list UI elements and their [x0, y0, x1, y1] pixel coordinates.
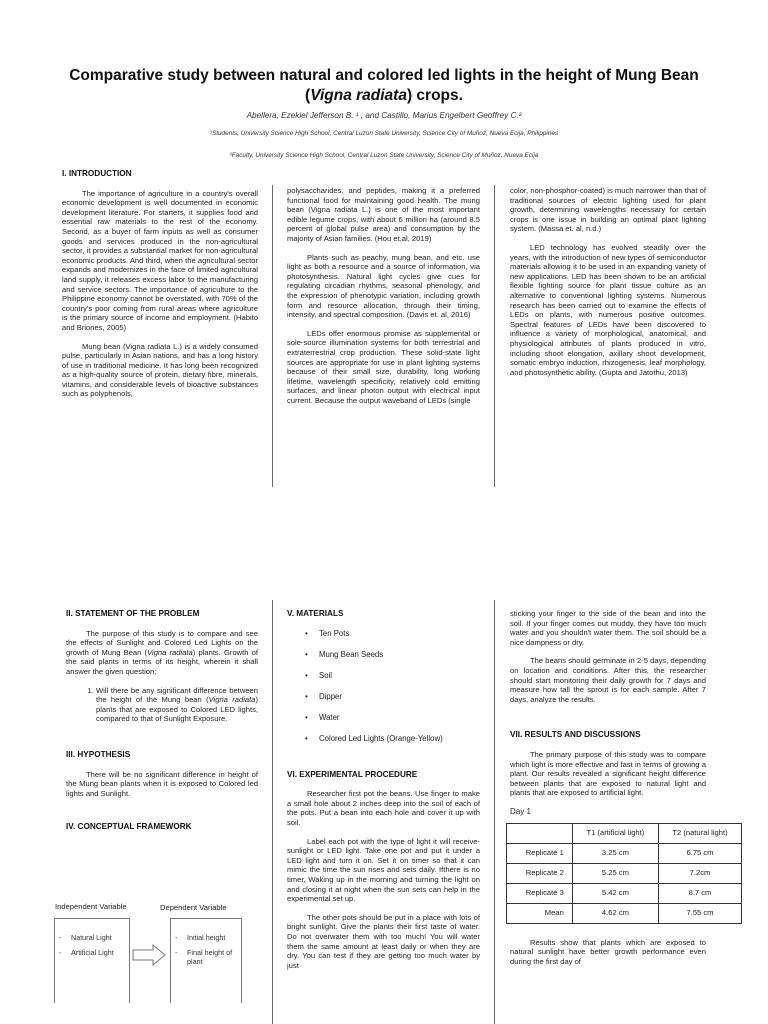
table-header-cell [507, 823, 573, 843]
table-header-row [507, 823, 742, 843]
affiliation-students: ¹Students, University Science High School, Central Luzon State University, Science City of Muñoz, Nueva Ecija, Philippines [209, 130, 559, 137]
problem-column [66, 609, 258, 842]
list-item: - Initial height [171, 933, 241, 942]
section-heading-results: VII. RESULTS AND DISCUSSIONS [510, 730, 641, 740]
table-cell: 5.42 cm [572, 883, 658, 903]
list-item: - Natural Light [55, 933, 129, 942]
arrow-right-icon [131, 944, 167, 966]
table-cell: 5.25 cm [572, 863, 658, 883]
list-item: - Final height of plant [171, 948, 241, 966]
paragraph: LED technology has evolved steadily over the years, with the introduction of new types of semiconductor materials allowing it to be used in an expanding variety of new applications. LED has been shown to be an artificial flexible lighting source for plant tissue culture as an alternative to conventional lighting systems. Numerous research has been carried out to examine the effects of LEDs on plants, with numerous positive outcomes. Spectral features of LEDs have been discovered to influence a variety of morphological, anatomical, and physiological attributes of plants produced in vitro, including shoot elongation, axillary shoot development, somatic embryo induction, rhizogenesis, leaf morphology, and photosynthetic ability. (Gupta and Jatothu, 2013) [510, 242, 706, 377]
paragraph: LEDs offer enormous promise as supplemental or sole-source illumination systems for both terrestrial and extraterrestrial crop production. These solid-state light sources are appropriate for use in plant lighting systems because of their small size, durability, long working lifetime, wavelength specificity, relatively cold emitting surfaces, and linear photon output with electrical input current. Because the output waveband of LEDs (single [287, 328, 480, 405]
table-row [507, 863, 742, 883]
list-item: • Mung Bean Seeds [305, 650, 480, 660]
question-list [66, 686, 258, 724]
list-item: • Colored Led Lights (Orange-Yellow) [305, 734, 480, 744]
independent-variable-box [54, 918, 130, 1003]
materials-list [287, 629, 480, 744]
paragraph: sticking your finger to the side of the bean and into the soil. If your finger comes out muddy, they have too much water and you shouldn't water them. The soil should be a nice dampness or dry. [510, 609, 706, 647]
author-line: Abellera, Ezekiel Jefferson B. ¹ , and Castillo, Marius Engelbert Geoffrey C.² [246, 111, 522, 120]
column-divider [494, 600, 495, 1024]
paragraph: Researcher first pot the beans. Use finger to make a small hole about 2 inches deep into the soil of each of the pots. Put a bean into each hole and cover it up with soil. [287, 789, 480, 827]
table-header-cell: T2 (natural light) [659, 823, 742, 843]
affiliation-faculty: ²Faculty, University Science High School, Central Luzon State University, Science City of Muñoz, Nueva Ecija [229, 152, 539, 159]
dependent-variable-label: Dependent Variable [160, 903, 227, 912]
paragraph: Mung bean (Vigna radiata L.) is a widely consumed pulse, particularly in Asian nations, and has a long history of use in traditional medicine. It has long been recognized as a high-quality source of protein, dietary fibre, minerals, vitamins, and considerable levels of bioactive substances such as polyphenols, [62, 341, 258, 399]
independent-variable-label: Independent Variable [55, 902, 127, 911]
section-heading-problem: II. STATEMENT OF THE PROBLEM [66, 609, 200, 618]
paragraph: polysaccharides, and peptides, making it a preferred functional food for maintaining good health. The mung bean (Vigna radiata L.) is one of the most important edible legume crops, with about 6 million ha (around 8.5 percent of global pulse area) and consumption by the majority of Asian families. (Hou et.al, 2019) [287, 186, 480, 243]
table-cell: 4.62 cm [572, 903, 658, 923]
section-heading-procedure: VI. EXPERIMENTAL PROCEDURE [287, 769, 418, 779]
list-item: • Soil [305, 671, 480, 681]
column-divider [272, 600, 273, 1024]
dependent-variable-box [170, 918, 242, 1003]
table-row [507, 843, 742, 863]
table-row [507, 903, 742, 923]
paragraph: The beans should germinate in 2-5 days, depending on location and conditions. After this, the researcher should start monitoring their daily growth for 7 days and measure how tall the sprout is for each sample. After 7 days, analyze the results. [510, 656, 706, 704]
intro-column-3 [510, 186, 706, 386]
table-cell: 3.25 cm [572, 843, 658, 863]
table-cell: 6.75 cm [659, 843, 742, 863]
intro-column-2 [287, 186, 480, 414]
table-caption: Day 1 [510, 806, 531, 816]
results-column [510, 609, 728, 975]
table-cell: Mean [507, 903, 573, 923]
table-cell: Replicate 2 [507, 863, 573, 883]
table-header-cell: T1 (artificial light) [572, 823, 658, 843]
paragraph: There will be no significant difference in height of the Mung bean plants when it is exposed to Colored led lights and Sunlight. [66, 769, 258, 798]
list-item: • Dipper [305, 692, 480, 702]
paragraph: Plants such as peachy, mung bean, and etc. use light as both a resource and a source of information, via photosynthesis. Natural light cycles give cues for regulating circadian rhythms, seasonal phenology, and the expression of phenotypic variation, including growth form and resource allocation, through their timing, intensity, and spectral composition. (Davis et. al, 2016) [287, 252, 480, 320]
table-row [507, 883, 742, 903]
section-heading-introduction: I. INTRODUCTION [62, 169, 132, 178]
section-heading-materials: V. MATERIALS [287, 609, 344, 618]
column-divider [272, 185, 273, 487]
section-heading-framework: IV. CONCEPTUAL FRAMEWORK [66, 822, 192, 832]
table-cell: Replicate 1 [507, 843, 573, 863]
table-cell: Replicate 3 [507, 883, 573, 903]
paragraph: Label each pot with the type of light it will receive- sunlight or LED light. Take one pot and put it under a LED light and turn it on. Set it on timer so that it can mimic the time the sun rises and sets daily. Ifthere is no timer, Waking up in the morning and turning the light on and closing it at night when the sun sets can help in the experimental set up. [287, 836, 480, 904]
list-item: 1. Will there be any significant difference between the height of the Mung bean (Vigna radiata) plants that are exposed to Colored LED lights, compared to that of Sunlight Exposure. [96, 686, 258, 724]
list-item: • Water [305, 713, 480, 723]
paragraph: The purpose of this study is to compare and see the effects of Sunlight and Colored Led Lights on the growth of Mung Bean (Vigna radiata) plants. Growth of the said plants in terms of its height, wherein it shall answer the given question; [66, 628, 258, 676]
paragraph: The primary purpose of this study was to compare which light is more effective and fast in terms of growing a plant. Our results revealed a significant height difference between plants that are exposed to natural light and plants that are exposed to artificial light. [510, 749, 706, 798]
table-cell: 7.2cm [659, 863, 742, 883]
paragraph: Results show that plants which are exposed to natural sunlight have better growth performance even during the first day of [510, 937, 706, 966]
paragraph: The importance of agriculture in a country's overall economic development is well documented in economic development literature. For starters, it supplies food and essential raw materials to the rest of the economy. Second, as a buyer of farm inputs as well as consumer goods and services produced in the non-agricultural sector, it provides a substantial market for non-agricultural economic products. And third, when the agricultural sector expands and modernizes in the face of limited agricultural land supply, it releases excess labor to the manufacturing and service sectors. The importance of agriculture to the Philippine economy cannot be overstated, with 70% of the country's poor coming from rural areas where agriculture is the primary source of income and employment. (Habito and Briones, 2005) [62, 188, 258, 332]
paragraph: color, non-phosphor-coated) is much narrower than that of traditional sources of electric lighting used for plant growth, determining wavelengths necessary for certain crops is one issue in building an optimal plant lighting system. (Massa et. al, n.d.) [510, 186, 706, 234]
column-divider [494, 185, 495, 487]
materials-procedure-column [287, 609, 480, 979]
table-cell: 8.7 cm [659, 883, 742, 903]
table-cell: 7.55 cm [659, 903, 742, 923]
section-heading-hypothesis: III. HYPOTHESIS [66, 749, 131, 759]
list-item: • Ten Pots [305, 629, 480, 639]
paper-title: Comparative study between natural and colored led lights in the height of Mung Bean (Vigna radiata) crops. [69, 67, 699, 104]
results-table [506, 823, 742, 924]
list-item: - Artificial Light [55, 948, 129, 957]
paragraph: The other pots should be put in a place with lots of bright sunlight. Give the plants their first taste of water. Do not overwater them with too much! You will water them the same amount at least daily or when they are dry. You can test if they are getting too much water by just [287, 912, 480, 970]
intro-column-1 [62, 169, 258, 408]
